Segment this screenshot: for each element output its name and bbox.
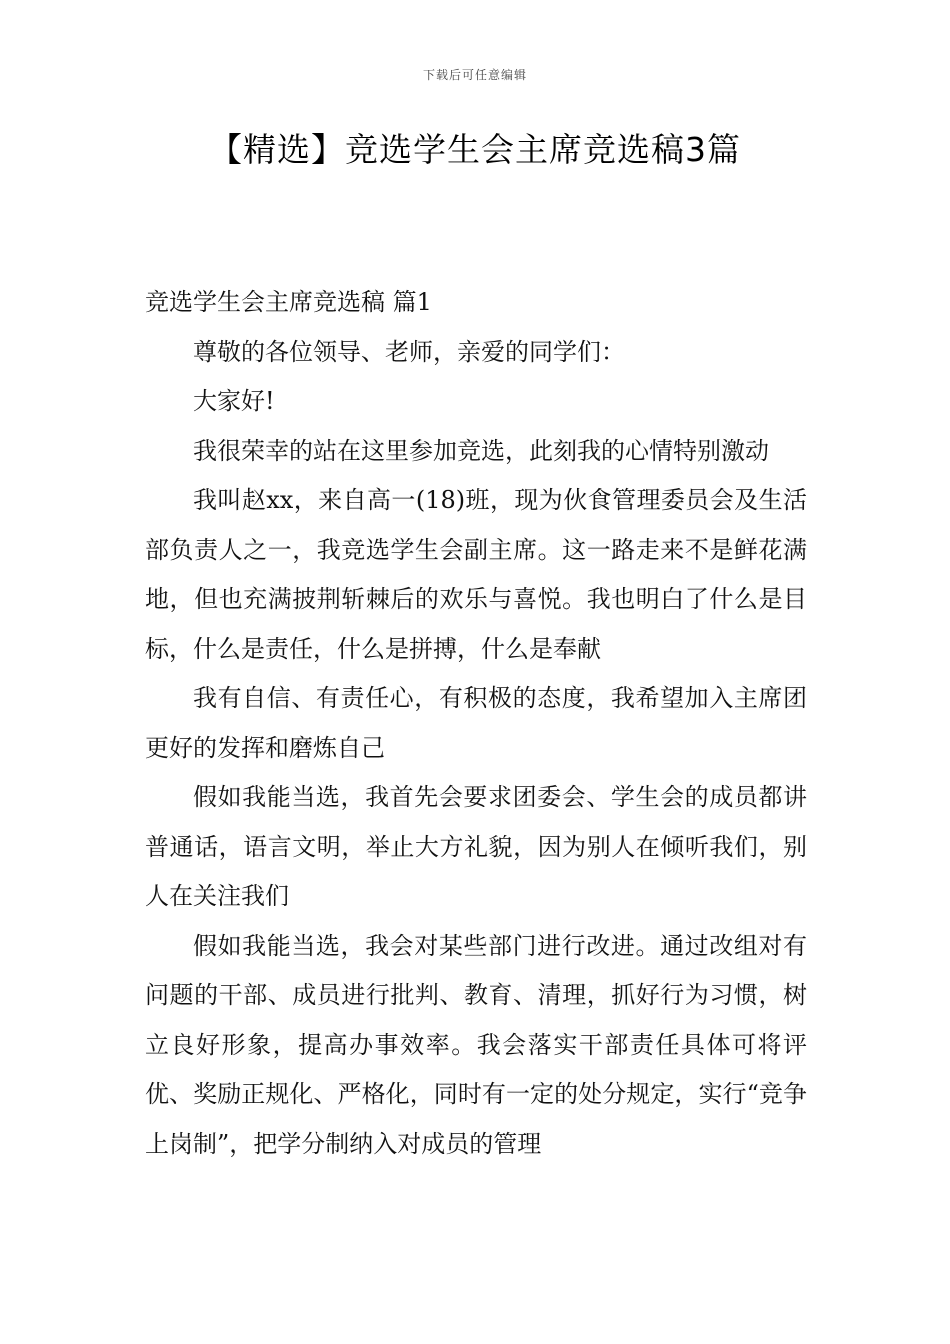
paragraph: 我很荣幸的站在这里参加竞选，此刻我的心情特别激动 <box>193 436 769 465</box>
paragraph: 我有自信、有责任心，有积极的态度，我希望加入主席团更好的发挥和磨炼自己 <box>145 684 807 762</box>
paragraph: 假如我能当选，我首先会要求团委会、学生会的成员都讲普通话，语言文明，举止大方礼貌，因为别人在倾听我们，别人在关注我们 <box>145 783 807 910</box>
header-note: 下载后可任意编辑 <box>422 68 527 82</box>
document-body <box>145 278 807 1169</box>
paragraph-salutation: 尊敬的各位领导、老师，亲爱的同学们： <box>193 337 625 366</box>
paragraph: 我叫赵xx，来自高一(18)班，现为伙食管理委员会及生活部负责人之一，我竞选学生会副主席。这一路走来不是鲜花满地，但也充满披荆斩棘后的欢乐与喜悦。我也明白了什么是目标，什么是责任，什么是拼搏，什么是奉献 <box>145 486 807 663</box>
section-heading: 竞选学生会主席竞选稿 篇1 <box>145 288 432 316</box>
paragraph: 假如我能当选，我会对某些部门进行改进。通过改组对有问题的干部、成员进行批判、教育、清理，抓好行为习惯，树立良好形象，提高办事效率。我会落实干部责任具体可将评优、奖励正规化、严格化，同时有一定的处分规定，实行“竞争上岗制”，把学分制纳入对成员的管理 <box>145 931 807 1158</box>
document-title: 【精选】竞选学生会主席竞选稿3篇 <box>209 130 741 169</box>
paragraph-greeting: 大家好! <box>193 387 275 415</box>
